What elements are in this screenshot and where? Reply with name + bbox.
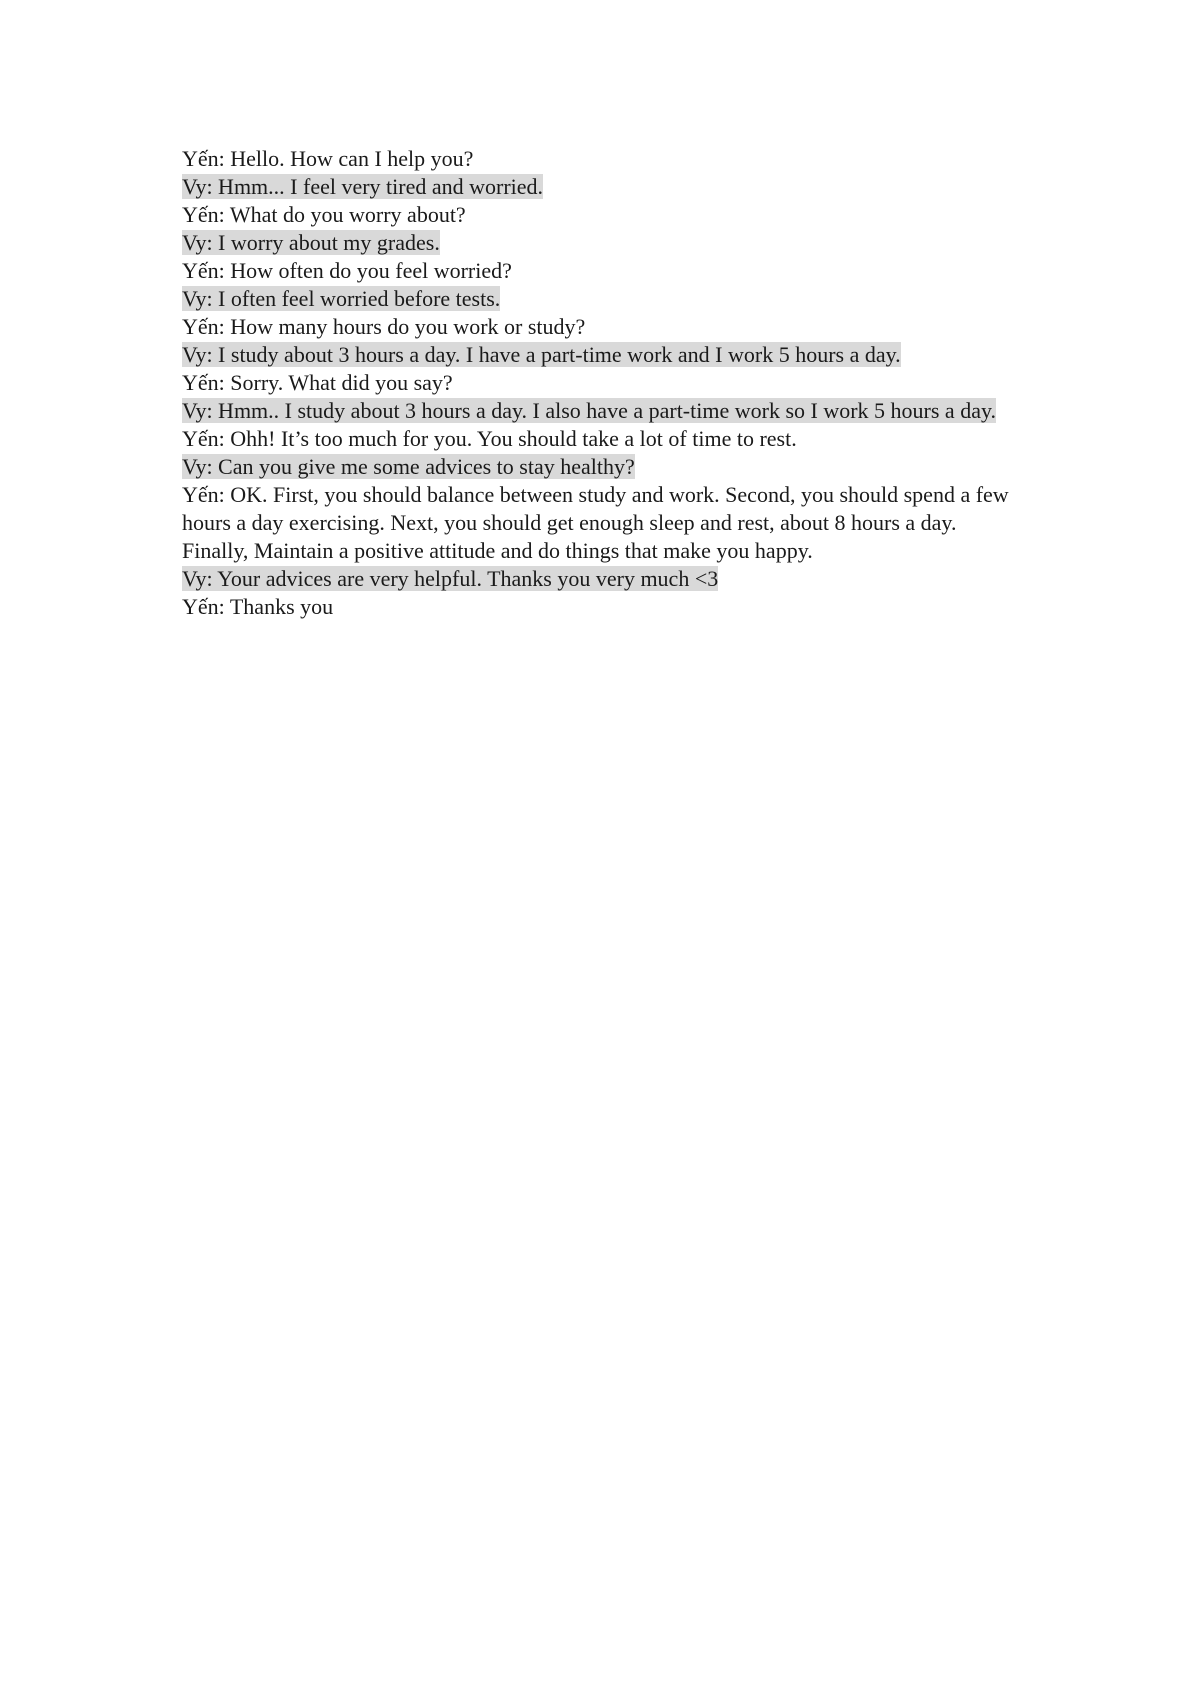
- line-text: Yến: Thanks you: [182, 594, 334, 619]
- dialogue-line-yen: [182, 201, 1022, 229]
- line-text: Vy: Hmm.. I study about 3 hours a day. I also have a part-time work so I work 5 hours a day.: [182, 398, 997, 423]
- line-text: Vy: Your advices are very helpful. Thanks you very much <3: [182, 566, 719, 591]
- dialogue-line-yen: [182, 145, 1022, 173]
- dialogue-line-yen: [182, 481, 1022, 565]
- dialogue-line-yen: [182, 257, 1022, 285]
- line-text: Vy: I study about 3 hours a day. I have a part-time work and I work 5 hours a day.: [182, 342, 901, 367]
- line-text: Yến: What do you worry about?: [182, 202, 466, 227]
- line-text: Yến: Sorry. What did you say?: [182, 370, 453, 395]
- line-text: Vy: Hmm... I feel very tired and worried.: [182, 174, 544, 199]
- line-text: Yến: Ohh! It’s too much for you. You should take a lot of time to rest.: [182, 426, 797, 451]
- dialogue-line-vy: [182, 565, 1022, 593]
- dialogue-line-vy: [182, 229, 1022, 257]
- line-text: Vy: Can you give me some advices to stay healthy?: [182, 454, 635, 479]
- line-text: Vy: I worry about my grades.: [182, 230, 440, 255]
- dialogue-line-yen: [182, 593, 1022, 621]
- dialogue-text: [182, 145, 1022, 621]
- line-text: Vy: I often feel worried before tests.: [182, 286, 501, 311]
- dialogue-line-yen: [182, 313, 1022, 341]
- line-text: Yến: How often do you feel worried?: [182, 258, 512, 283]
- line-text: Yến: OK. First, you should balance between study and work. Second, you should spend a few hours a day exercising. Next, you should get enough sleep and rest, about 8 hours a day. Finally, Maintain a positive attitude and do things that make you happy.: [182, 482, 1009, 563]
- dialogue-line-vy: [182, 453, 1022, 481]
- dialogue-line-vy: [182, 397, 1022, 425]
- dialogue-line-vy: [182, 285, 1022, 313]
- dialogue-line-yen: [182, 425, 1022, 453]
- dialogue-line-vy: [182, 341, 1022, 369]
- line-text: Yến: How many hours do you work or study?: [182, 314, 586, 339]
- dialogue-line-yen: [182, 369, 1022, 397]
- line-text: Yến: Hello. How can I help you?: [182, 146, 474, 171]
- dialogue-line-vy: [182, 173, 1022, 201]
